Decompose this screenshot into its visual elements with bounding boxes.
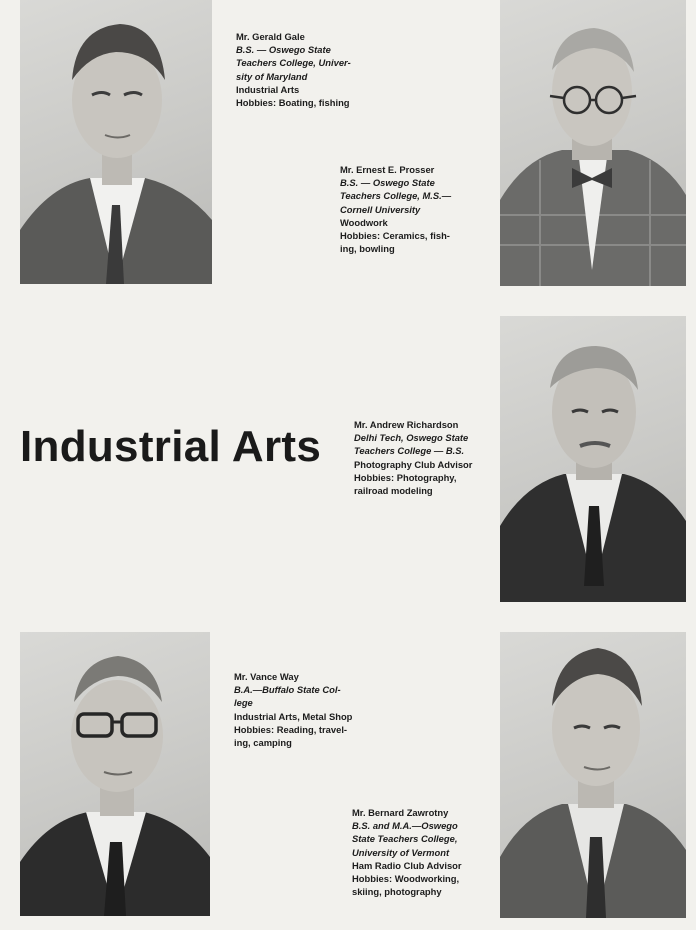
faculty-hobbies: Hobbies: Photography, xyxy=(354,471,457,483)
faculty-credentials: Cornell University xyxy=(340,203,421,215)
faculty-credentials: sity of Maryland xyxy=(236,70,308,82)
caption-vance-way xyxy=(234,670,369,749)
faculty-credentials: Teachers College — B.S. xyxy=(354,445,465,457)
faculty-subject: Industrial Arts, Metal Shop xyxy=(234,710,353,722)
faculty-hobbies: ing, camping xyxy=(234,737,292,749)
caption-ernest-prosser xyxy=(340,163,475,255)
faculty-hobbies: Hobbies: Woodworking, xyxy=(352,873,460,885)
portrait-vance-way xyxy=(20,632,210,916)
faculty-credentials: University of Vermont xyxy=(352,846,450,858)
faculty-credentials: Teachers College, M.S.— xyxy=(340,190,452,202)
faculty-subject: Industrial Arts xyxy=(236,83,300,95)
faculty-subject: Woodwork xyxy=(340,216,388,228)
caption-gerald-gale xyxy=(236,30,366,109)
faculty-hobbies: Hobbies: Boating, fishing xyxy=(236,97,350,109)
faculty-credentials: Teachers College, Univer- xyxy=(236,57,351,69)
faculty-name: Mr. Gerald Gale xyxy=(236,31,305,42)
faculty-credentials: B.A.—Buffalo State Col- xyxy=(234,684,341,696)
faculty-hobbies: Hobbies: Ceramics, fish- xyxy=(340,230,450,242)
portrait-ernest-prosser xyxy=(500,0,686,286)
section-title: Industrial Arts xyxy=(20,422,322,471)
faculty-hobbies: railroad modeling xyxy=(354,485,433,497)
faculty-name: Mr. Vance Way xyxy=(234,671,299,682)
faculty-credentials: B.S. and M.A.—Oswego xyxy=(352,820,458,832)
faculty-name: Mr. Andrew Richardson xyxy=(354,419,459,430)
faculty-name: Mr. Bernard Zawrotny xyxy=(352,807,449,818)
faculty-name: Mr. Ernest E. Prosser xyxy=(340,164,435,175)
faculty-hobbies: ing, bowling xyxy=(340,243,395,255)
faculty-credentials: B.S. — Oswego State xyxy=(236,44,331,56)
faculty-hobbies: Hobbies: Reading, travel- xyxy=(234,723,348,735)
faculty-credentials: Delhi Tech, Oswego State xyxy=(354,432,469,444)
portrait-andrew-richardson xyxy=(500,316,686,602)
faculty-credentials: lege xyxy=(234,697,253,709)
faculty-credentials: B.S. — Oswego State xyxy=(340,177,435,189)
portrait-gerald-gale xyxy=(20,0,212,284)
faculty-role: Photography Club Advisor xyxy=(354,458,473,470)
caption-bernard-zawrotny xyxy=(352,806,482,898)
caption-andrew-richardson xyxy=(354,418,479,497)
portrait-bernard-zawrotny xyxy=(500,632,686,918)
faculty-role: Ham Radio Club Advisor xyxy=(352,859,462,871)
faculty-hobbies: skiing, photography xyxy=(352,886,442,898)
faculty-credentials: State Teachers College, xyxy=(352,833,458,845)
